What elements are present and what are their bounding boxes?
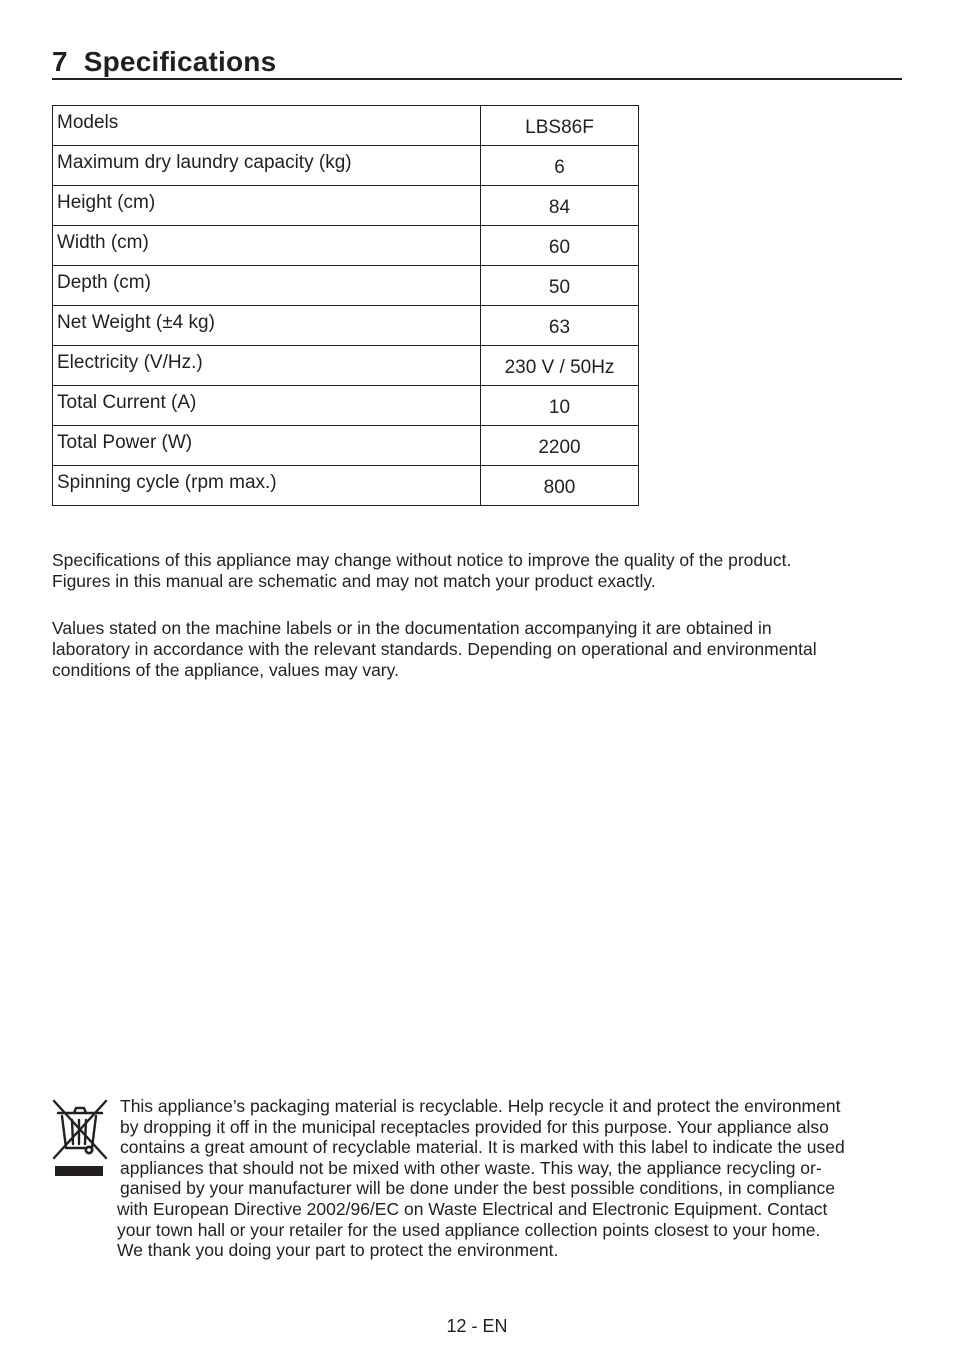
table-row xyxy=(53,426,639,466)
note-line: Values stated on the machine labels or in the documentation accompanying it are obtained in xyxy=(52,618,772,638)
section-title-text: Specifications xyxy=(83,46,277,77)
recycling-line: We thank you doing your part to protect the environment. xyxy=(117,1240,559,1261)
spec-value: 800 xyxy=(481,466,639,506)
table-row xyxy=(53,346,639,386)
table-row xyxy=(53,226,639,266)
table-row xyxy=(53,186,639,226)
table-row xyxy=(53,306,639,346)
spec-value: 63 xyxy=(481,306,639,346)
section-heading xyxy=(52,44,902,80)
spec-value: 2200 xyxy=(481,426,639,466)
section-number: 7 xyxy=(52,46,68,77)
spec-value: 230 V / 50Hz xyxy=(481,346,639,386)
note-line: conditions of the appliance, values may vary. xyxy=(52,660,399,680)
recycling-notice xyxy=(117,1096,912,1261)
spec-label: Height (cm) xyxy=(53,186,481,226)
spec-label: Maximum dry laundry capacity (kg) xyxy=(53,146,481,186)
recycling-line: contains a great amount of recyclable material. It is marked with this label to indicate the used xyxy=(120,1137,845,1158)
table-row xyxy=(53,386,639,426)
table-row xyxy=(53,106,639,146)
spec-label: Width (cm) xyxy=(53,226,481,266)
note-line: Specifications of this appliance may change without notice to improve the quality of the product. xyxy=(52,550,792,570)
spec-value: 6 xyxy=(481,146,639,186)
spec-change-note xyxy=(52,550,912,592)
recycling-line: appliances that should not be mixed with other waste. This way, the appliance recycling or- xyxy=(120,1157,822,1178)
recycling-line: This appliance’s packaging material is recyclable. Help recycle it and protect the environment xyxy=(120,1096,841,1116)
spec-label: Models xyxy=(53,106,481,146)
note-line: Figures in this manual are schematic and may not match your product exactly. xyxy=(52,571,656,591)
spec-value: 50 xyxy=(481,266,639,306)
page-number: 12 - EN xyxy=(446,1316,508,1336)
lab-values-note xyxy=(52,618,912,681)
recycling-line: your town hall or your retailer for the used appliance collection points closest to your home. xyxy=(117,1219,821,1240)
table-row xyxy=(53,466,639,506)
section-title xyxy=(52,46,276,78)
spec-label: Total Power (W) xyxy=(53,426,481,466)
spec-value: 60 xyxy=(481,226,639,266)
spec-value: LBS86F xyxy=(481,106,639,146)
spec-value: 10 xyxy=(481,386,639,426)
specifications-table xyxy=(52,105,639,506)
table-row xyxy=(53,146,639,186)
table-row xyxy=(53,266,639,306)
recycling-line: ganised by your manufacturer will be done under the best possible conditions, in compliance xyxy=(120,1178,836,1199)
recycling-line: with European Directive 2002/96/EC on Waste Electrical and Electronic Equipment. Contact xyxy=(117,1198,828,1219)
recycling-line: by dropping it off in the municipal receptacles provided for this purpose. Your appliance also xyxy=(120,1116,829,1137)
spec-value: 84 xyxy=(481,186,639,226)
spec-label: Spinning cycle (rpm max.) xyxy=(53,466,481,506)
spec-label: Depth (cm) xyxy=(53,266,481,306)
spec-label: Total Current (A) xyxy=(53,386,481,426)
spec-label: Net Weight (±4 kg) xyxy=(53,306,481,346)
note-line: laboratory in accordance with the relevant standards. Depending on operational and environmental xyxy=(52,639,817,659)
spec-label: Electricity (V/Hz.) xyxy=(53,346,481,386)
crossed-out-wheelie-bin-icon xyxy=(52,1098,108,1178)
